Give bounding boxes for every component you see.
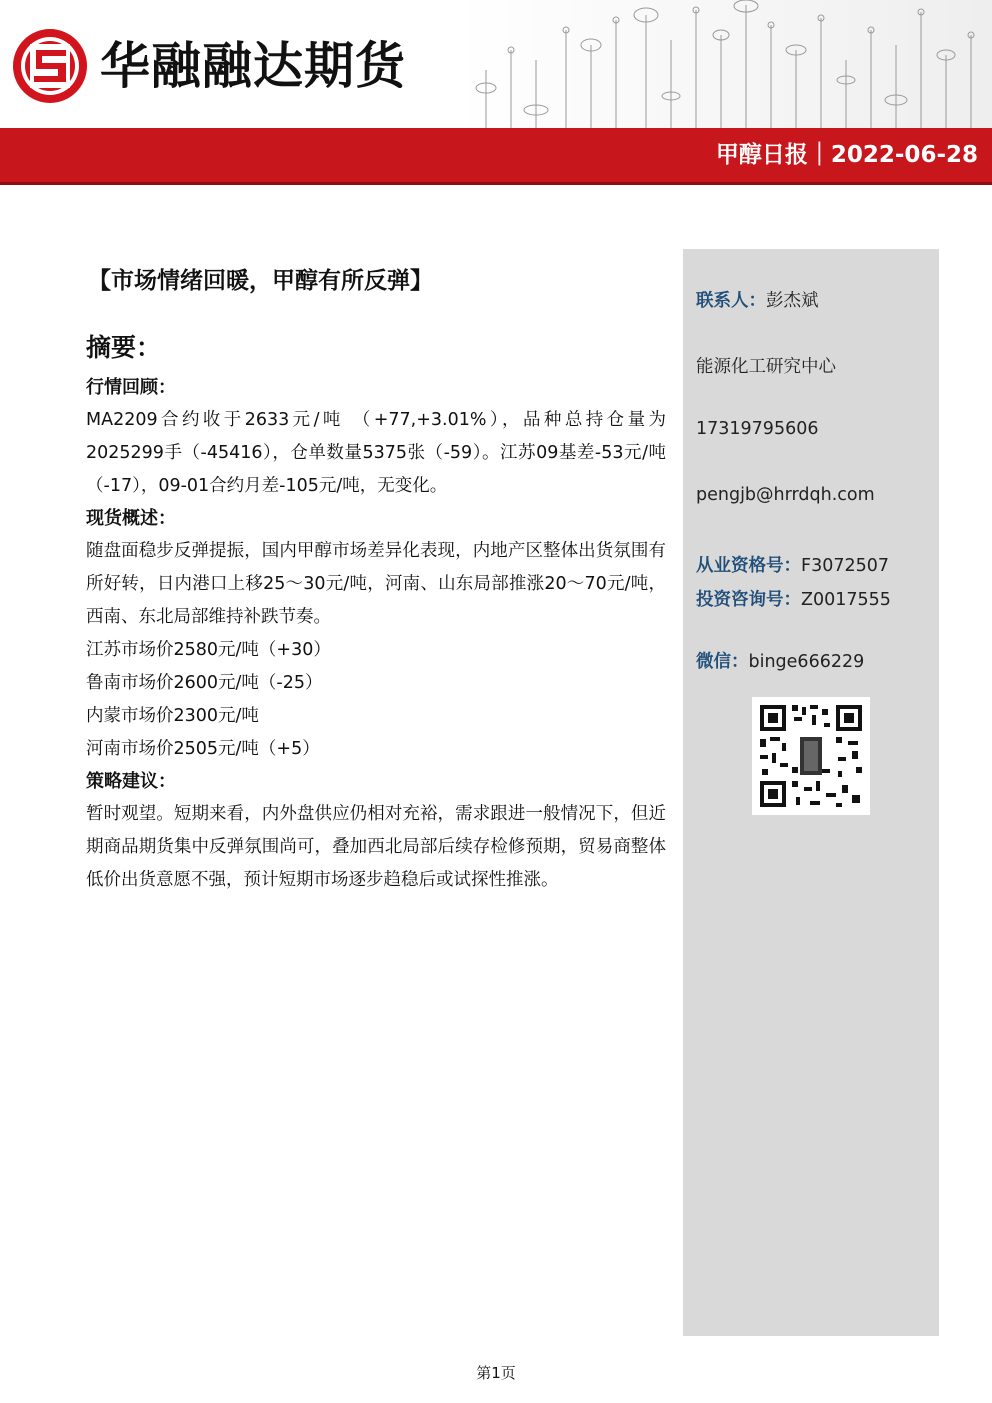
company-logo-icon [10, 26, 90, 106]
wechat-row [696, 648, 864, 673]
advisory-label: 投资咨询号： [696, 590, 801, 610]
qr-code-icon [752, 697, 870, 815]
department: 能源化工研究中心 [696, 357, 836, 377]
wechat-label: 微信： [696, 652, 749, 672]
spot-price-line: 鲁南市场价2600元/吨（-25） [86, 673, 323, 693]
phone-number: 17319795606 [696, 419, 819, 439]
spot-price-line: 内蒙市场价2300元/吨 [86, 706, 259, 726]
email-address: pengjb@hrrdqh.com [696, 485, 875, 505]
spot-price-line: 江苏市场价2580元/吨（+30） [86, 640, 331, 660]
section-title-market-review: 行情回顾： [86, 377, 176, 398]
advisory-number: Z0017555 [801, 590, 891, 610]
summary-content [86, 372, 666, 897]
contact-sidebar [683, 249, 939, 1336]
spot-overview-paragraph: 随盘面稳步反弹提振，国内甲醇市场差异化表现，内地产区整体出货氛围有所好转，日内港口上移25～30元/吨，河南、山东局部推涨20～70元/吨，西南、东北局部维持补跌节奏。 [86, 541, 666, 627]
contact-label: 联系人： [696, 291, 766, 311]
strategy-paragraph: 暂时观望。短期来看，内外盘供应仍相对充裕，需求跟进一般情况下，但近期商品期货集中反弹氛围尚可，叠加西北局部后续存检修预期，贸易商整体低价出货意愿不强，预计短期市场逐步趋稳后或试探性推涨。 [86, 804, 666, 890]
section-title-strategy: 策略建议： [86, 771, 176, 792]
summary-title: 摘要： [86, 333, 162, 362]
page-number: 第1页 [476, 1364, 516, 1382]
contact-row [696, 287, 819, 312]
market-review-paragraph: MA2209合约收于2633元/吨 （+77,+3.01%），品种总持仓量为2025299手（-45416），仓单数量5375张（-59）。江苏09基差-53元/吨（-17），09-01合约月差-105元/吨，无变化。 [86, 410, 666, 496]
qualification-row [696, 552, 889, 577]
spot-price-line: 河南市场价2505元/吨（+5） [86, 739, 320, 759]
qualification-label: 从业资格号： [696, 556, 801, 576]
advisory-row [696, 586, 891, 611]
section-title-spot-overview: 现货概述： [86, 508, 176, 529]
contact-name: 彭杰斌 [766, 291, 819, 311]
wechat-id: binge666229 [748, 652, 865, 672]
company-name: 华融融达期货 [100, 37, 406, 95]
report-title: 甲醇日报｜2022-06-28 [715, 142, 978, 168]
headline: 【市场情绪回暖，甲醇有所反弹】 [88, 268, 433, 294]
decorative-lines-graphic [456, 0, 992, 128]
qualification-number: F3072507 [801, 556, 890, 576]
